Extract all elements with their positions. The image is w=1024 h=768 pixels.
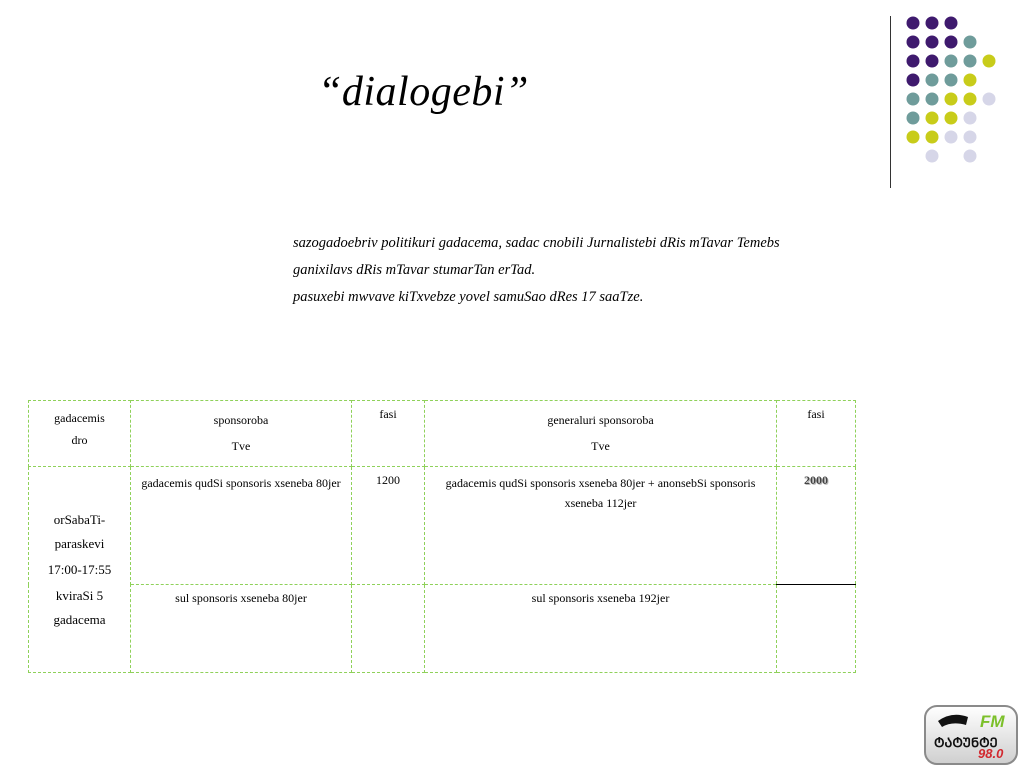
price-cell: 1200: [352, 467, 425, 585]
description-line: sazogadoebriv politikuri gadacema, sadac cnobili Jurnalistebi dRis mTavar Temebs: [293, 235, 780, 251]
table-row: [29, 585, 856, 673]
header-price: [352, 401, 425, 467]
sponsor-total-cell: sul sponsoris xseneba 80jer: [131, 585, 352, 673]
general-price-value: 2000: [804, 473, 828, 487]
header-text: Tve: [591, 439, 610, 453]
header-text: fasi: [379, 407, 397, 421]
description-line: ganixilavs dRis mTavar stumarTan erTad.: [293, 262, 536, 278]
general-sponsor-cell: gadacemis qudSi sponsoris xseneba 80jer + anonsebSi sponsoris xseneba 112jer: [425, 467, 777, 585]
radio-logo: [922, 703, 1020, 767]
header-text: fasi: [807, 407, 825, 421]
price-cell-empty: [352, 585, 425, 673]
airtime-text: 17:00-17:55: [47, 561, 112, 577]
header-text: sponsoroba: [213, 413, 269, 427]
sponsorship-table: [28, 400, 856, 673]
logo-script-text: ᲢᲐᲢᲣᲜᲢᲔ: [934, 736, 998, 751]
table-header-row: [29, 401, 856, 467]
header-text: Tve: [231, 439, 251, 453]
decorative-dot-grid: [905, 12, 1015, 172]
program-description: [293, 230, 780, 311]
header-general-price: [777, 401, 856, 467]
logo-frequency-text: 98.0: [978, 746, 1004, 761]
airtime-text: kviraSi 5: [55, 587, 104, 603]
general-price-cell-empty: [777, 585, 856, 673]
page-title: “dialogebi”: [318, 69, 529, 115]
logo-fm-text: FM: [980, 712, 1005, 731]
general-sponsor-total-cell: sul sponsoris xseneba 192jer: [425, 585, 777, 673]
header-text: gadacemis: [54, 411, 105, 425]
description-line: pasuxebi mwvave kiTxvebze yovel samuSao dRes 17 saaTze.: [293, 289, 644, 305]
airtime-text: gadacema: [53, 611, 106, 627]
header-text: dro: [71, 433, 88, 447]
sponsor-cell: gadacemis qudSi sponsoris xseneba 80jer: [131, 467, 352, 585]
general-price-cell: [777, 467, 856, 585]
header-text: generaluri sponsoroba: [547, 413, 654, 427]
table-row: [29, 467, 856, 585]
header-general-sponsorship: [425, 401, 777, 467]
divider-line: [890, 16, 891, 188]
header-airtime: [29, 401, 131, 467]
airtime-text: orSabaTi-: [53, 511, 106, 527]
header-sponsorship: [131, 401, 352, 467]
airtime-cell: [29, 467, 131, 673]
airtime-text: paraskevi: [54, 535, 105, 551]
